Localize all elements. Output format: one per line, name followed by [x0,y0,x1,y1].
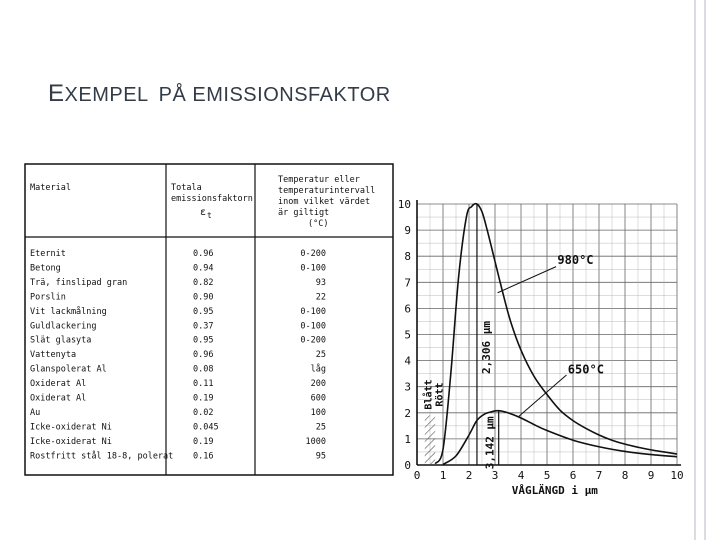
table-cell-temp: 0-100 [300,263,326,274]
table-cell-temp: 200 [310,379,326,390]
table-cell-temp: 22 [315,292,326,303]
header-temp-line: Temperatur eller [278,175,360,185]
x-tick-label: 8 [621,469,629,482]
title-word-2: PÅ EMISSIONSFAKTOR [158,84,391,106]
visible-band [425,415,435,465]
table-cell-temp: 0-100 [300,321,326,332]
decor-rail [694,0,696,540]
table-cell-material: Au [30,407,41,418]
table-cell-material: Vattenyta [30,350,77,361]
table-cell-temp: låg [310,364,326,375]
table-cell-factor: 0.94 [193,263,214,274]
band-label-blue: Blått [423,379,435,410]
table-cell-temp: 0-200 [300,335,326,346]
table-cell-factor: 0.045 [193,422,219,433]
table-cell-material: Trä, finslipad gran [30,277,128,288]
header-factor-line: emissionsfaktorn [171,194,253,204]
x-tick-label: 7 [595,469,603,482]
curve-label-650: 650°C [567,362,604,377]
x-tick-label: 1 [439,469,447,482]
table-cell-material: Icke-oxiderat Ni [30,422,112,433]
table-cell-material: Porslin [30,292,66,303]
table-cell-factor: 0.37 [193,321,214,332]
table-cell-material: Vit lackmålning [30,306,107,317]
table-cell-material: Icke-oxiderat Ni [30,436,112,447]
curve-label-980: 980°C [557,253,594,268]
table-cell-factor: 0.08 [193,364,214,375]
table-cell-temp: 25 [315,422,326,433]
table-cell-factor: 0.96 [193,350,214,361]
table-cell-factor: 0.95 [193,306,214,317]
table-cell-factor: 0.19 [193,393,214,404]
peak-label-980: 2,306 μm [479,321,493,375]
planck-chart [393,176,693,498]
header-factor-line: Totala [171,183,202,193]
table-cell-material: Eternit [30,249,66,259]
header-temp-line: temperaturintervall [278,186,376,196]
table-cell-factor: 0.96 [193,249,214,259]
y-tick-label: 8 [404,250,411,264]
title-initial: E [48,80,65,107]
table-cell-material: Guldlackering [30,321,97,332]
table-cell-factor: 0.02 [193,407,214,418]
y-tick-label: 1 [404,432,411,446]
table-cell-factor: 0.11 [193,379,214,390]
table-cell-factor: 0.82 [193,277,214,288]
y-tick-label: 6 [404,302,411,316]
emissivity-table [24,163,394,477]
header-temp-line: är giltigt [278,208,330,218]
y-tick-label: 7 [404,276,411,290]
header-material: Material [30,183,71,193]
table-cell-factor: 0.16 [193,451,214,462]
chart-grid [417,204,677,465]
table-cell-temp: 0-100 [300,306,326,317]
decor-rail [704,0,706,540]
table-cell-temp: 0-200 [300,249,326,259]
table-cell-temp: 100 [310,407,326,418]
table-cell-material: Betong [30,263,61,274]
table-cell-factor: 0.19 [193,436,214,447]
header-temp-line: (°C) [308,219,329,229]
table-cell-material: Slät glasyta [30,335,92,346]
slide-title [48,80,391,108]
header-factor-symbol: ε [200,207,207,218]
title-word-1: XEMPEL [64,84,149,106]
table-cell-material: Glanspolerat Al [30,364,107,375]
y-tick-label: 3 [404,380,411,394]
x-tick-label: 0 [413,469,421,482]
table-cell-material: Oxiderat Al [30,379,87,390]
header-temp-line: inom vilket värdet [278,197,371,207]
table-cell-temp: 600 [310,393,326,404]
peak-label-650: 3,142 μm [483,416,497,470]
x-tick-label: 6 [569,469,577,482]
y-tick-label: 10 [397,198,411,211]
table-cell-temp: 95 [315,451,326,462]
x-tick-label: 10 [670,469,684,482]
x-tick-label: 4 [517,469,525,482]
y-tick-label: 2 [404,406,411,420]
chart-axes [417,200,681,465]
table-cell-factor: 0.90 [193,292,214,303]
table-cell-material: Oxiderat Al [30,393,87,404]
table-cell-material: Rostfritt stål 18-8, polerat [30,451,174,462]
table-cell-factor: 0.95 [193,335,214,346]
y-tick-label: 9 [404,224,411,238]
band-label-red: Rött [434,382,446,407]
header-factor-subscript: t [207,211,212,220]
x-tick-label: 5 [543,469,551,482]
y-tick-label: 4 [404,354,411,368]
x-tick-label: 3 [491,469,499,482]
series-line-980 [435,204,677,464]
y-tick-label: 0 [404,459,411,472]
table-cell-temp: 93 [315,277,326,288]
x-tick-label: 9 [647,469,655,482]
table-cell-temp: 1000 [305,436,326,447]
x-axis-title: VÅGLÄNGD i μm [511,484,598,497]
x-tick-label: 2 [465,469,473,482]
table-cell-temp: 25 [315,350,326,361]
y-tick-label: 5 [404,328,411,342]
